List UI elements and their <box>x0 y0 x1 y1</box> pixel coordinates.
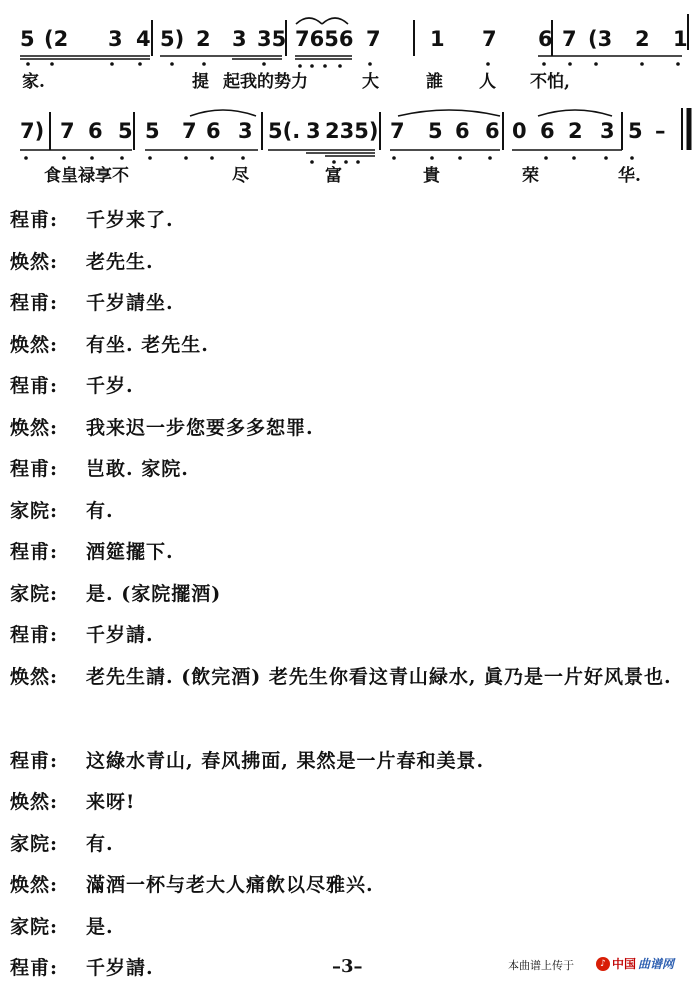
site-logo <box>596 955 674 972</box>
score-note: – <box>655 119 666 143</box>
score-note: (3 <box>588 27 613 51</box>
score-note: 3 <box>108 27 123 51</box>
octave-dot <box>120 156 124 160</box>
octave-dot <box>572 156 576 160</box>
site-name-part-2: 曲谱网 <box>638 957 675 971</box>
dialogue-text: 老先生請. (飲完酒) 老先生你看这青山緑水, 眞乃是一片好风景也. <box>86 665 672 688</box>
octave-dot <box>676 62 680 66</box>
score-note: 1 <box>673 27 688 51</box>
score-note: 5(. <box>268 119 301 143</box>
octave-dot <box>640 62 644 66</box>
jianpu-score <box>0 0 700 200</box>
site-name-part-1: 中国 <box>612 957 637 971</box>
octave-dot <box>368 62 372 66</box>
octave-dot <box>90 156 94 160</box>
dialogue-text: 是. (家院擺酒) <box>86 582 222 605</box>
octave-dot <box>262 62 266 66</box>
score-lyric: 家. <box>22 72 45 92</box>
dialogue-text: 老先生. <box>86 250 154 273</box>
octave-dot <box>24 156 28 160</box>
octave-dot <box>298 64 302 68</box>
score-lyric: 人 <box>479 72 496 92</box>
octave-dot <box>392 156 396 160</box>
octave-dot <box>488 156 492 160</box>
score-note: 7 <box>562 27 577 51</box>
score-note: 2 <box>635 27 650 51</box>
octave-dot <box>323 64 327 68</box>
score-lyric: 誰 <box>426 72 443 92</box>
score-notes-row-2 <box>0 116 700 146</box>
speaker-label: 焕然: <box>10 874 59 896</box>
score-note: 3 <box>232 27 247 51</box>
score-note: 5) <box>160 27 185 51</box>
score-note: 6 <box>485 119 500 143</box>
upload-note: 本曲谱上传于 <box>508 959 574 972</box>
score-note: 5 <box>628 119 643 143</box>
speaker-label: 家院: <box>10 832 59 855</box>
octave-dot <box>138 62 142 66</box>
octave-dot <box>241 156 245 160</box>
score-note: 5 <box>20 27 35 51</box>
octave-dot <box>568 62 572 66</box>
octave-dot <box>110 62 114 66</box>
octave-dot <box>542 62 546 66</box>
dialogue-text: 千岁. <box>86 375 134 397</box>
score-note: 6 <box>538 27 553 51</box>
dialogue-text: 酒筵擺下. <box>86 541 174 563</box>
octave-dot <box>338 64 342 68</box>
score-note: 6 <box>206 119 221 143</box>
speaker-label: 程甫: <box>10 209 59 231</box>
score-note: 5 <box>118 119 133 143</box>
score-lyrics-row-2 <box>0 164 700 188</box>
score-note: 7 <box>390 119 405 143</box>
speaker-label: 焕然: <box>10 250 59 273</box>
speaker-label: 焕然: <box>10 665 59 688</box>
dialogue-text: 千岁請. <box>86 624 154 646</box>
dialogue-text: 千岁来了. <box>86 209 174 231</box>
speaker-label: 程甫: <box>10 749 59 772</box>
score-note: 7 <box>182 119 197 143</box>
octave-dot <box>604 156 608 160</box>
speaker-label: 程甫: <box>10 375 59 397</box>
score-note: 35 <box>257 27 287 51</box>
octave-dot <box>458 156 462 160</box>
score-notes-row-1 <box>0 24 700 54</box>
score-note: 4 <box>136 27 151 51</box>
octave-dot <box>486 62 490 66</box>
score-note: 7 <box>60 119 75 143</box>
octave-dot <box>26 62 30 66</box>
speaker-label: 家院: <box>10 582 59 605</box>
score-note: 3 <box>306 119 321 143</box>
octave-dot <box>202 62 206 66</box>
score-lyric: 起我的势力 <box>223 72 308 92</box>
score-note: 7656 <box>295 27 354 51</box>
score-note: 5 <box>428 119 443 143</box>
score-lyric: 富 <box>325 166 342 186</box>
score-lyric: 提 <box>192 72 209 92</box>
score-note: 7 <box>366 27 381 51</box>
dialogue-text: 有. <box>86 499 114 522</box>
score-note: 3 <box>238 119 253 143</box>
score-note: 6 <box>540 119 555 143</box>
score-note: 5 <box>145 119 160 143</box>
dialogue-text: 千岁請. <box>86 957 154 979</box>
score-lyric: 华. <box>618 166 641 186</box>
dialogue-text: 来呀! <box>86 791 136 813</box>
speaker-label: 焕然: <box>10 791 59 813</box>
china-qupu-logo-icon: ♪ <box>596 957 610 971</box>
score-note: 2 <box>568 119 583 143</box>
score-note: 6 <box>455 119 470 143</box>
speaker-label: 家院: <box>10 499 59 522</box>
score-note: 6 <box>88 119 103 143</box>
dialogue-text: 有. <box>86 832 114 855</box>
score-note: 7) <box>20 119 45 143</box>
score-lyric: 貴 <box>423 166 440 186</box>
dialogue-text: 滿酒一杯与老大人痛飲以尽雅兴. <box>86 874 374 896</box>
score-note: 3 <box>600 119 615 143</box>
octave-dot <box>594 62 598 66</box>
octave-dot <box>630 156 634 160</box>
score-lyric: 尽 <box>232 166 249 186</box>
score-note: 0 <box>512 119 527 143</box>
speaker-label: 程甫: <box>10 292 59 314</box>
octave-dot <box>62 156 66 160</box>
dialogue-text: 我来迟一步您要多多恕罪. <box>86 416 314 439</box>
score-note: (2 <box>44 27 69 51</box>
score-note: 1 <box>430 27 445 51</box>
dialogue-text: 有坐. 老先生. <box>86 333 209 356</box>
score-note: 2 <box>196 27 211 51</box>
octave-dot <box>210 156 214 160</box>
score-note: 7 <box>482 27 497 51</box>
page-number: –3– <box>332 956 363 977</box>
dialogue-text: 岂敢. 家院. <box>86 458 189 480</box>
octave-dot <box>310 64 314 68</box>
score-lyric: 大 <box>362 72 379 92</box>
speaker-label: 焕然: <box>10 333 59 356</box>
score-lyrics-row-1 <box>0 70 700 94</box>
speaker-label: 程甫: <box>10 624 59 646</box>
octave-dot <box>50 62 54 66</box>
dialogue-text: 是. <box>86 915 114 938</box>
score-lyric: 不怕, <box>530 72 570 92</box>
score-lyric: 食皇禄享不 <box>44 166 129 186</box>
speaker-label: 焕然: <box>10 416 59 439</box>
octave-dot <box>430 156 434 160</box>
octave-dot <box>148 156 152 160</box>
speaker-label: 程甫: <box>10 541 59 563</box>
octave-dot <box>170 62 174 66</box>
speaker-label: 家院: <box>10 915 59 938</box>
dialogue-text: 这綠水青山, 春风拂面, 果然是一片春和美景. <box>86 749 485 772</box>
speaker-label: 程甫: <box>10 957 59 979</box>
speaker-label: 程甫: <box>10 458 59 480</box>
octave-dot <box>184 156 188 160</box>
score-lyric: 荣 <box>522 166 539 186</box>
score-note: 235) <box>325 119 379 143</box>
dialogue-text: 千岁請坐. <box>86 292 174 314</box>
octave-dot <box>544 156 548 160</box>
